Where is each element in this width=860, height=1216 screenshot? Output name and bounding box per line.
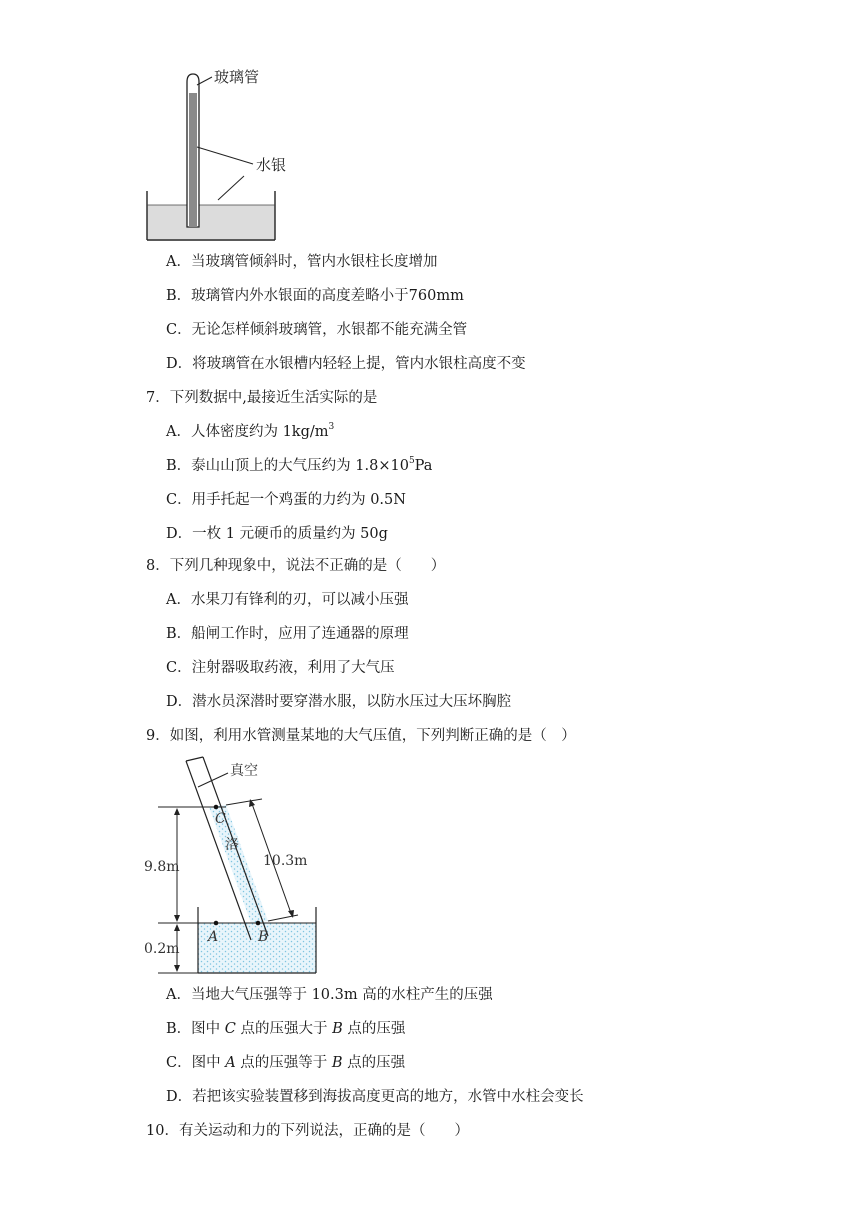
q8-option-b: B．船闸工作时，应用了连通器的原理: [166, 626, 409, 642]
q8-option-d: D．潜水员深潜时要穿潜水服，以防水压过大压坏胸腔: [166, 694, 512, 710]
q8-stem: 8．下列几种现象中，说法不正确的是（ ）: [146, 558, 446, 574]
q10-stem: 10．有关运动和力的下列说法，正确的是（ ）: [146, 1123, 469, 1139]
point-a: [214, 921, 219, 926]
label-b: B: [258, 929, 269, 945]
q6-option-a: A．当玻璃管倾斜时，管内水银柱长度增加: [166, 254, 438, 270]
label-c: C: [215, 811, 226, 827]
label-length: 10.3m: [263, 853, 308, 869]
q7-stem: 7．下列数据中,最接近生活实际的是: [146, 390, 378, 406]
label-vacuum: 真空: [230, 763, 258, 779]
q6-option-c: C．无论怎样倾斜玻璃管，水银都不能充满全管: [166, 322, 468, 338]
label-a: A: [208, 929, 219, 945]
water-tube-figure: [140, 755, 340, 980]
mercury-trough-fill: [147, 205, 275, 239]
label-height-lower: 0.2m: [144, 941, 180, 957]
q7-option-a: A．人体密度约为 $1kg/m^3$: [166, 422, 335, 440]
label-mercury: 水银: [256, 156, 287, 174]
label-glass-tube: 玻璃管: [214, 68, 260, 86]
q9-option-d: D．若把该实验装置移到海拔高度更高的地方，水管中水柱会变长: [166, 1089, 584, 1105]
q9-option-c: C．图中 A 点的压强等于 B 点的压强: [166, 1055, 406, 1071]
q6-option-d: D．将玻璃管在水银槽内轻轻上提，管内水银柱高度不变: [166, 356, 526, 372]
q7-option-c: C．用手托起一个鸡蛋的力约为 0.5N: [166, 492, 406, 508]
q7-option-b: B．泰山山顶上的大气压约为 $1.8\times 10^5Pa$: [166, 456, 433, 474]
label-water: 洛: [225, 837, 239, 853]
q9-option-a: A．当地大气压强等于 10.3m 高的水柱产生的压强: [166, 987, 493, 1003]
q9-stem: 9．如图，利用水管测量某地的大气压值，下列判断正确的是（ ）: [146, 728, 576, 744]
point-c: [214, 805, 219, 810]
q7-option-d: D．一枚 1 元硬币的质量约为 50g: [166, 526, 388, 542]
point-b: [256, 921, 261, 926]
barometer-figure: [140, 60, 300, 245]
q9-option-b: B．图中 C 点的压强大于 B 点的压强: [166, 1021, 406, 1037]
q8-option-c: C．注射器吸取药液，利用了大气压: [166, 660, 395, 676]
label-height-upper: 9.8m: [144, 859, 180, 875]
q8-option-a: A．水果刀有锋利的刃，可以减小压强: [166, 592, 409, 608]
q6-option-b: B．玻璃管内外水银面的高度差略小于760mm: [166, 288, 464, 304]
mercury-column: [189, 93, 197, 227]
